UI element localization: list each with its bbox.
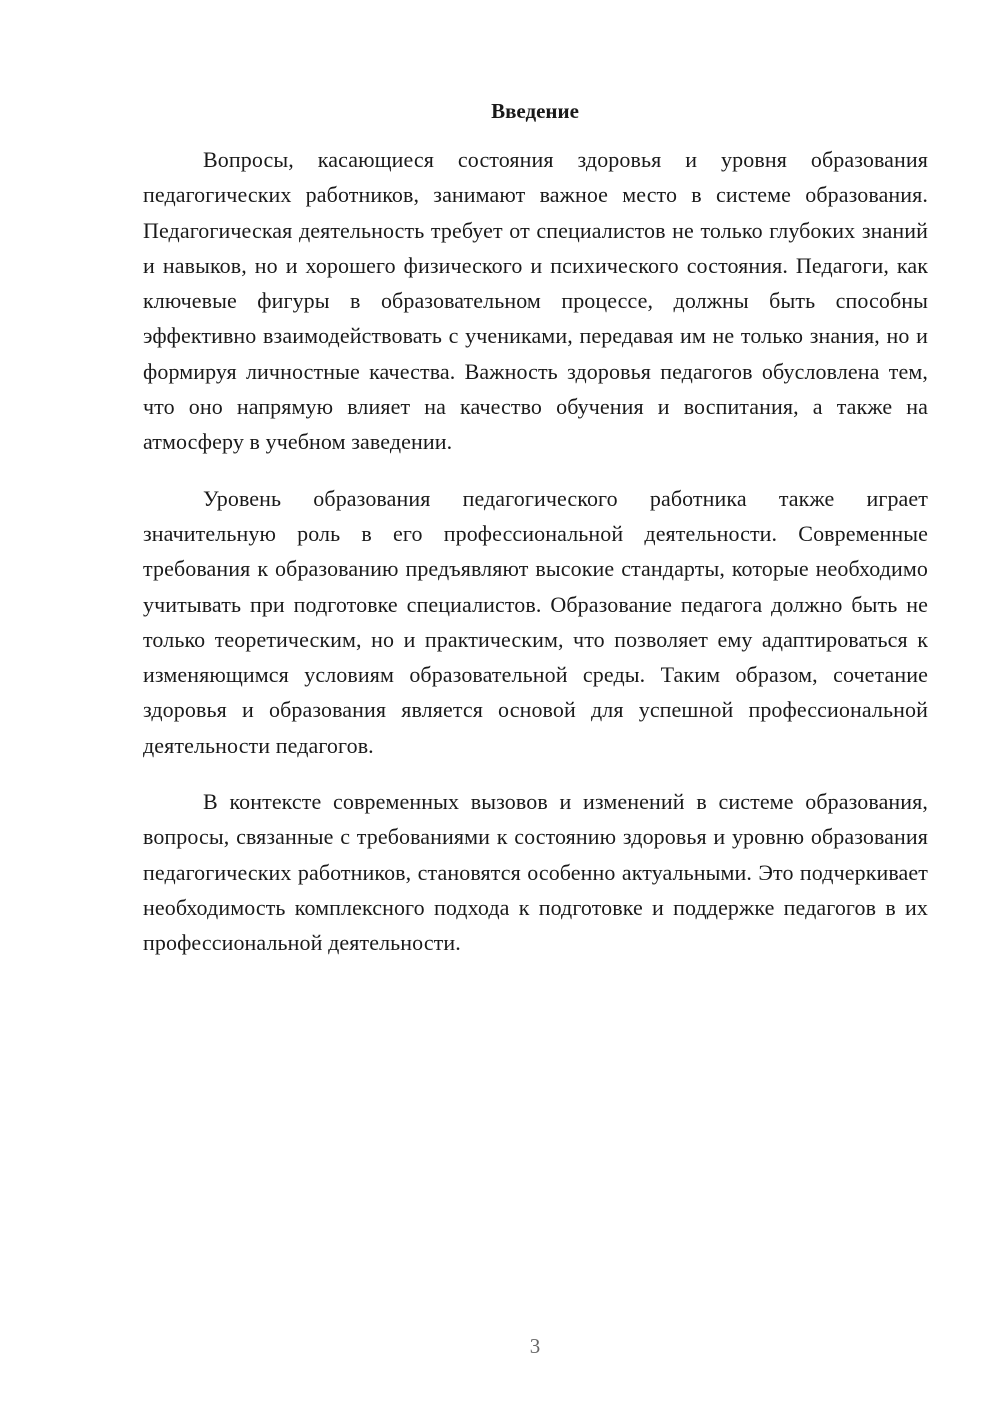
paragraph-2: Уровень образования педагогического работника также играет значительную роль в его профессиональной деятельности. Современные требования к образованию предъявляют высокие стандарты, которые необходимо учитывать при подготовке специалистов. Образование педагога должно быть не только теоретическим, но и практическим, что позволяет ему адаптироваться к изменяющимся условиям образовательной среды. Таким образом, сочетание здоровья и образования является основой для успешной профессиональной деятельности педагогов.: [143, 485, 928, 758]
page-number: 3: [529, 1334, 541, 1358]
document-body: [143, 142, 928, 982]
page-title: Введение: [491, 99, 579, 123]
paragraph-3: В контексте современных вызовов и изменений в системе образования, вопросы, связанные с требованиями к состоянию здоровья и уровню образования педагогических работников, становятся особенно актуальными. Это подчеркивает необходимость комплексного подхода к подготовке и поддержке педагогов в их профессиональной деятельности.: [143, 789, 928, 956]
paragraph-1: Вопросы, касающиеся состояния здоровья и уровня образования педагогических работников, занимают важное место в системе образования. Педагогическая деятельность требует от специалистов не только глубоких знаний и навыков, но и хорошего физического и психического состояния. Педагоги, как ключевые фигуры в образовательном процессе, должны быть способны эффективно взаимодействовать с учениками, передавая им не только знания, но и формируя личностные качества. Важность здоровья педагогов обусловлена тем, что оно напрямую влияет на качество обучения и воспитания, а также на атмосферу в учебном заведении.: [143, 147, 928, 455]
